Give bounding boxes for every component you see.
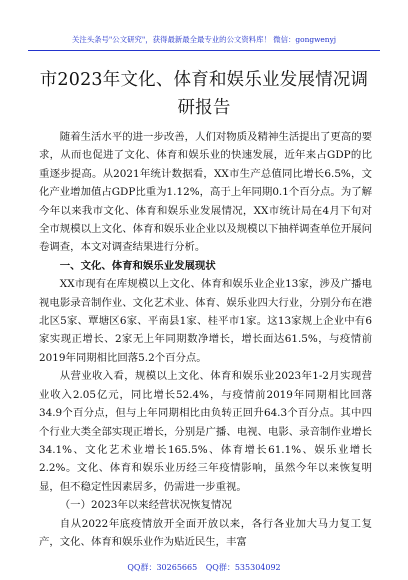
header-banner: 关注头条号"公文研究"，获得最新最全最专业的公文资料库！ 微信：gongwenyj <box>28 34 380 51</box>
subsection-heading-1: （一）2023年以来经营状况恢复情况 <box>59 499 232 512</box>
paragraph-recovery: 自从2022年底疫情放开全面开放以来，各行各业加大马力复工复产，文化、体育和娱乐业作为贴近民生，丰富 <box>39 517 372 548</box>
document-body <box>39 128 372 551</box>
paragraph-revenue: 从营业收入看，规模以上文化、体育和娱乐业2023年1-2月实现营业收入2.05亿元，同比增长52.4%，与疫情前2019年同期相比回落34.9个百分点，但与上年同期相比由负转正回升64.3个百分点。其中四个行业大类全部实现正增长，分别是广播、电视、电影、录音制作业增长34.1%、文化艺术业增长165.5%、体育增长61.1%、娱乐业增长2.2%。文化、体育和娱乐业历经三年疫情影响，虽然今年以来恢复明显，但不稳定性因素居多，仍需进一步重视。 <box>39 370 372 493</box>
section-heading-1: 一、文化、体育和娱乐业发展现状 <box>59 259 216 272</box>
footer-qq-groups: QQ群：30265665 QQ群：535304092 <box>127 563 281 572</box>
document-title-line-1: 市2023年文化、体育和娱乐业发展情况调 <box>39 70 369 90</box>
intro-paragraph: 随着生活水平的进一步改善，人们对物质及精神生活提出了更高的要求，从而也促进了文化、体育和娱乐业的快速发展，近年来占GDP的比重逐步提高。从2021年统计数据看，XX市生产总值同比增长6.5%，文化产业增加值占GDP比重为1.12%，高于上年同期0.1个百分点。为了解今年以来我市文化、体育和娱乐业发展情况，XX市统计局在4月下旬对全市规模以上文化、体育和娱乐业企业以及规模以下抽样调查单位开展问卷调查，本文对调查结果进行分析。 <box>39 131 372 254</box>
document-title-line-2: 研报告 <box>177 98 231 118</box>
paragraph-enterprises: XX市现有在库规模以上文化、体育和娱乐业企业13家，涉及广播电视电影录音制作业、文化艺术业、体育、娱乐业四大行业，分别分布在港北区5家、覃塘区6家、平南县1家、桂平市1家。这13家规上企业中有6家实现正增长、2家无上年同期数净增长，增长面达61.5%，与疫情前2019年同期相比回落5.2个百分点。 <box>39 278 372 364</box>
